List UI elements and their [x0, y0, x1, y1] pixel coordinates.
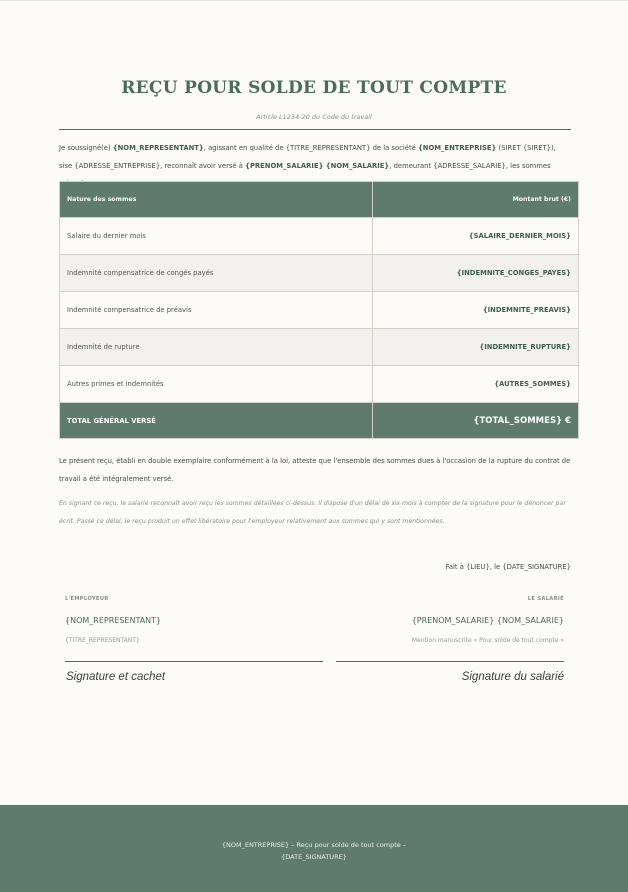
row-label: Indemnité compensatrice de congés payés [60, 255, 373, 292]
footer-line-1: {NOM_ENTREPRISE} – Reçu pour solde de tout compte – [221, 841, 407, 849]
intro-text-2: , agissant en qualité de {TITRE_REPRESENTANT} de la société [203, 144, 418, 152]
table-row [60, 255, 579, 292]
row-value: {AUTRES_SOMMES} [373, 366, 579, 403]
row-value: {INDEMNITE_CONGES_PAYES} [373, 255, 579, 292]
header-amount: Montant brut (€) [373, 182, 579, 218]
intro-text-1: Je soussigné(e) [59, 144, 113, 152]
employee-name: {PRENOM_SALARIE} {NOM_SALARIE} [245, 161, 390, 170]
document-title: REÇU POUR SOLDE DE TOUT COMPTE [121, 78, 507, 98]
representative-name: {NOM_REPRESENTANT} [112, 144, 204, 152]
table-row [60, 366, 579, 403]
company-name: {NOM_ENTREPRISE} [417, 144, 497, 152]
employer-title: {TITRE_REPRESENTANT} [65, 637, 140, 644]
table-row [60, 329, 579, 366]
row-value: {INDEMNITE_PREAVIS} [373, 292, 579, 329]
row-label: Salaire du dernier mois [60, 218, 373, 255]
document-subtitle: Article L1234-20 du Code du travail [256, 113, 372, 121]
sums-table [59, 181, 579, 439]
employer-name: {NOM_REPRESENTANT} [65, 616, 162, 625]
page-footer [0, 805, 628, 892]
intro-text-4: , demeurant {ADRESSE_SALARIE}, les sommes [389, 161, 551, 170]
employer-signature-block [65, 596, 323, 644]
row-label: Autres primes et indemnités [60, 366, 373, 403]
table-total-row [60, 403, 579, 439]
title-divider [59, 129, 571, 130]
employee-heading: LE SALARIÉ [527, 596, 564, 602]
employer-signature-line [65, 661, 323, 662]
employee-signature-label: Signature du salarié [461, 671, 564, 683]
total-value: {TOTAL_SOMMES} € [373, 403, 579, 439]
total-label: TOTAL GÉNÉRAL VERSÉ [60, 403, 373, 439]
employer-signature-label: Signature et cachet [66, 671, 166, 683]
legal-note: En signant ce reçu, le salarié reconnaît avoir reçu les sommes détaillées ci-dessus. Il dispose d'un délai de six mois à compter de la signature pour le dénoncer par écrit. Passé ce délai, le reçu produit un effet libératoire pour l'employeur relativement aux sommes qui y sont mentionnées. [59, 500, 566, 525]
row-label: Indemnité compensatrice de préavis [60, 292, 373, 329]
page-top-border [0, 0, 628, 1]
table-header-row [60, 182, 579, 218]
footer-line-2: {DATE_SIGNATURE} [281, 853, 347, 861]
attestation-paragraph: Le présent reçu, établi en double exemplaire conformément à la loi, atteste que l'ensemble des sommes dues à l'occasion de la rupture du contrat de travail a été intégralement versé. [59, 457, 571, 483]
intro-text-3: (SIRET {SIRET}), sise {ADRESSE_ENTREPRISE}, reconnaît avoir versé à [59, 144, 556, 170]
table-row [60, 218, 579, 255]
employee-signature-line [336, 661, 564, 662]
header-nature: Nature des sommes [60, 182, 373, 218]
employee-signature-block [306, 596, 564, 644]
employer-heading: L'EMPLOYEUR [65, 596, 109, 602]
row-label: Indemnité de rupture [60, 329, 373, 366]
row-value: {INDEMNITE_RUPTURE} [373, 329, 579, 366]
table-row [60, 292, 579, 329]
row-value: {SALAIRE_DERNIER_MOIS} [373, 218, 579, 255]
employee-mention: Mention manuscrite « Pour solde de tout compte » [411, 637, 564, 644]
place-date: Fait à {LIEU}, le {DATE_SIGNATURE} [445, 563, 571, 571]
footer-text [0, 839, 628, 863]
employee-signature-name: {PRENOM_SALARIE} {NOM_SALARIE} [411, 616, 564, 625]
